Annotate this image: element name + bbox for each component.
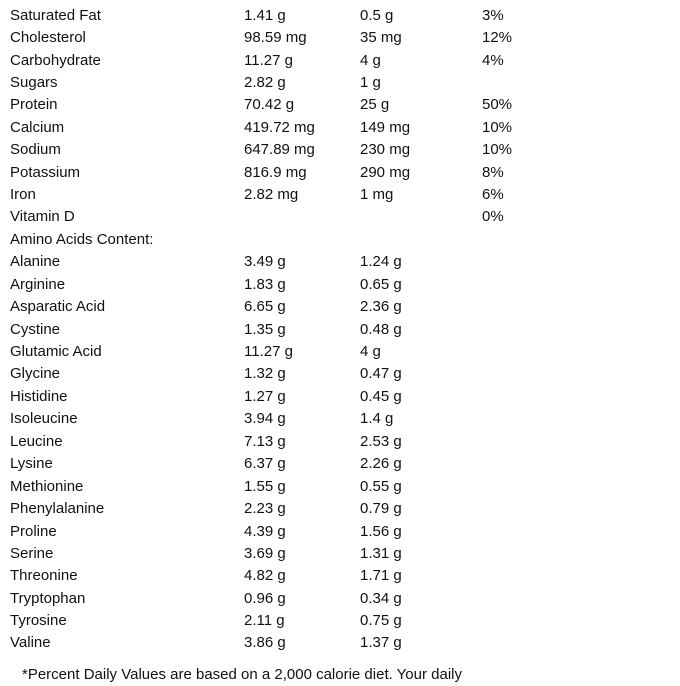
nutrient-daily-value: 3% [482, 7, 504, 24]
table-row [0, 27, 680, 49]
nutrient-total: 98.59 mg [244, 29, 307, 46]
nutrient-daily-value: 12% [482, 29, 513, 46]
nutrient-name: Carbohydrate [10, 52, 101, 69]
amino-name: Histidine [10, 388, 68, 405]
amino-name: Tyrosine [10, 612, 67, 629]
amino-total: 4.39 g [244, 523, 286, 540]
nutrient-daily-value: 8% [482, 164, 504, 181]
table-row [0, 565, 680, 587]
amino-name: Proline [10, 523, 57, 540]
nutrient-total: 419.72 mg [244, 119, 315, 136]
nutrient-name: Vitamin D [10, 208, 75, 225]
nutrient-total: 816.9 mg [244, 164, 307, 181]
amino-serving: 0.75 g [360, 612, 402, 629]
amino-name: Threonine [10, 567, 78, 584]
nutrient-total: 2.82 mg [244, 186, 299, 203]
nutrient-serving: 149 mg [360, 119, 411, 136]
amino-total: 3.94 g [244, 410, 286, 427]
table-row [0, 588, 680, 610]
nutrient-name: Sugars [10, 74, 58, 91]
nutrient-serving: 25 g [360, 96, 390, 113]
amino-total: 3.49 g [244, 253, 286, 270]
table-row [0, 94, 680, 116]
nutrient-total: 11.27 g [244, 52, 293, 69]
nutrient-serving: 230 mg [360, 141, 411, 158]
amino-serving: 1.24 g [360, 253, 402, 270]
amino-serving: 1.31 g [360, 545, 402, 562]
amino-name: Alanine [10, 253, 61, 270]
table-row [0, 117, 680, 139]
amino-serving: 2.26 g [360, 455, 402, 472]
table-row [0, 610, 680, 632]
amino-total: 2.11 g [244, 612, 285, 629]
table-row [0, 139, 680, 161]
nutrient-total: 647.89 mg [244, 141, 315, 158]
amino-total: 3.69 g [244, 545, 286, 562]
amino-serving: 0.79 g [360, 500, 402, 517]
table-row [0, 319, 680, 341]
nutrient-daily-value: 6% [482, 186, 504, 203]
nutrient-name: Potassium [10, 164, 81, 181]
amino-name: Leucine [10, 433, 63, 450]
nutrient-daily-value: 10% [482, 119, 513, 136]
footnote: *Percent Daily Values are based on a 2,000 calorie diet. Your daily [22, 666, 463, 683]
amino-name: Glutamic Acid [10, 343, 102, 360]
amino-acids-heading [0, 229, 680, 251]
amino-serving: 4 g [360, 343, 381, 360]
nutrient-serving: 290 mg [360, 164, 411, 181]
amino-total: 6.37 g [244, 455, 286, 472]
nutrient-name: Sodium [10, 141, 61, 158]
nutrient-name: Cholesterol [10, 29, 86, 46]
nutrient-total: 70.42 g [244, 96, 295, 113]
amino-total: 11.27 g [244, 343, 293, 360]
table-row [0, 521, 680, 543]
table-row [0, 386, 680, 408]
amino-total: 1.83 g [244, 276, 286, 293]
amino-name: Arginine [10, 276, 66, 293]
amino-serving: 0.45 g [360, 388, 402, 405]
amino-total: 1.27 g [244, 388, 286, 405]
amino-serving: 2.53 g [360, 433, 402, 450]
amino-name: Valine [10, 634, 51, 651]
amino-serving: 1.4 g [360, 410, 394, 427]
nutrient-name: Protein [10, 96, 58, 113]
amino-name: Glycine [10, 365, 61, 382]
nutrient-name: Saturated Fat [10, 7, 101, 24]
amino-name: Methionine [10, 478, 84, 495]
nutrient-serving: 1 mg [360, 186, 394, 203]
nutrient-total: 1.41 g [244, 7, 286, 24]
table-row [0, 341, 680, 363]
amino-total: 1.32 g [244, 365, 286, 382]
table-row [0, 363, 680, 385]
amino-name: Cystine [10, 321, 61, 338]
nutrient-daily-value: 50% [482, 96, 513, 113]
amino-name: Tryptophan [10, 590, 86, 607]
amino-total: 4.82 g [244, 567, 286, 584]
table-row [0, 453, 680, 475]
table-row [0, 296, 680, 318]
amino-serving: 0.65 g [360, 276, 402, 293]
nutrient-serving: 4 g [360, 52, 381, 69]
amino-serving: 0.47 g [360, 365, 402, 382]
amino-serving: 2.36 g [360, 298, 402, 315]
amino-name: Serine [10, 545, 54, 562]
amino-total: 1.35 g [244, 321, 286, 338]
table-row [0, 498, 680, 520]
nutrient-name: Iron [10, 186, 36, 203]
nutrient-name: Calcium [10, 119, 65, 136]
table-row [0, 5, 680, 27]
amino-name: Phenylalanine [10, 500, 105, 517]
amino-total: 7.13 g [244, 433, 286, 450]
nutrient-serving: 35 mg [360, 29, 402, 46]
amino-total: 3.86 g [244, 634, 286, 651]
table-row [0, 476, 680, 498]
table-row [0, 72, 680, 94]
amino-total: 6.65 g [244, 298, 286, 315]
amino-serving: 0.34 g [360, 590, 402, 607]
nutrient-daily-value: 0% [482, 208, 504, 225]
nutrient-daily-value: 10% [482, 141, 513, 158]
nutrient-serving: 0.5 g [360, 7, 394, 24]
table-row [0, 408, 680, 430]
amino-name: Isoleucine [10, 410, 78, 427]
nutrient-total: 2.82 g [244, 74, 286, 91]
amino-total: 1.55 g [244, 478, 286, 495]
section-heading: Amino Acids Content: [10, 231, 154, 248]
nutrient-daily-value: 4% [482, 52, 504, 69]
table-row [0, 206, 680, 228]
table-row [0, 50, 680, 72]
amino-serving: 1.37 g [360, 634, 402, 651]
amino-name: Lysine [10, 455, 53, 472]
amino-name: Asparatic Acid [10, 298, 106, 315]
table-row [0, 632, 680, 654]
amino-serving: 1.56 g [360, 523, 402, 540]
table-row [0, 162, 680, 184]
table-row [0, 543, 680, 565]
amino-serving: 0.48 g [360, 321, 402, 338]
table-row [0, 274, 680, 296]
table-row [0, 184, 680, 206]
amino-serving: 0.55 g [360, 478, 402, 495]
amino-serving: 1.71 g [360, 567, 402, 584]
nutrient-serving: 1 g [360, 74, 381, 91]
amino-total: 2.23 g [244, 500, 286, 517]
table-row [0, 251, 680, 273]
amino-total: 0.96 g [244, 590, 286, 607]
table-row [0, 431, 680, 453]
